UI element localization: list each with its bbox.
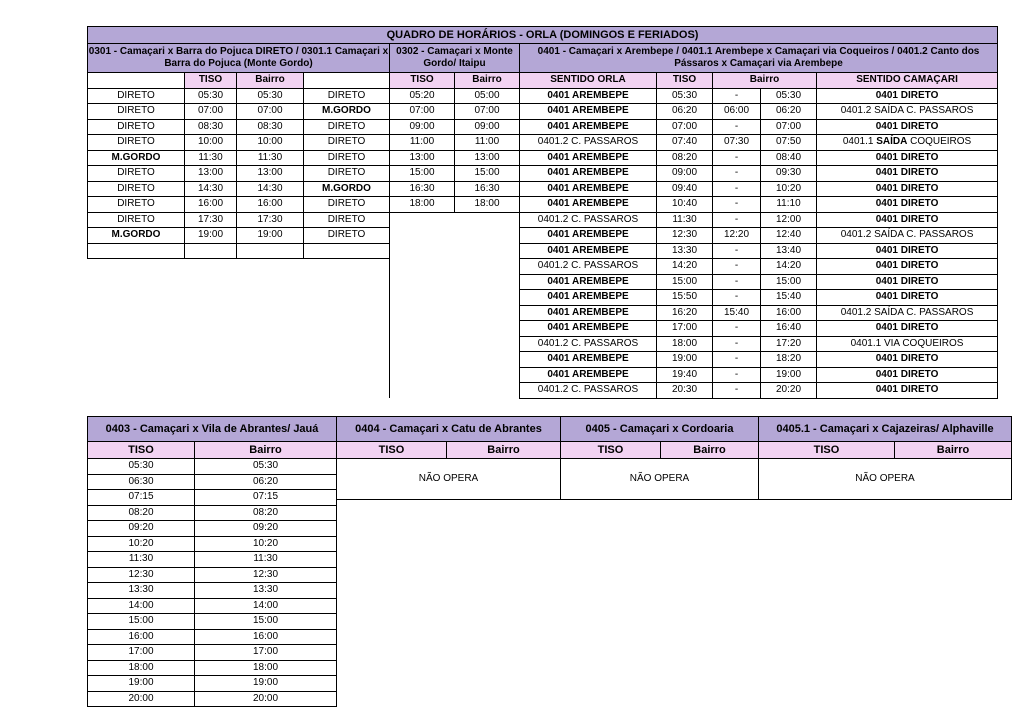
route-0405-status: NÃO OPERA xyxy=(561,459,759,500)
cell-0401-orla: 0401 AREMBEPE xyxy=(520,197,657,213)
cell-0403-bairro: 16:00 xyxy=(195,629,337,645)
cell-0301: 07:00 xyxy=(185,104,237,120)
cell-0401-camacari: 0401.2 SAÍDA C. PASSAROS xyxy=(817,228,998,244)
cell-0401-bairro2: 18:20 xyxy=(761,352,817,368)
cell-0401-orla: 0401 AREMBEPE xyxy=(520,305,657,321)
cell-0302: 07:00 xyxy=(390,104,455,120)
cell-0401-camacari: 0401 DIRETO xyxy=(817,290,998,306)
cell-0401-camacari: 0401 DIRETO xyxy=(817,259,998,275)
cell-0302: 16:30 xyxy=(455,181,520,197)
empty-cell xyxy=(88,305,390,321)
cell-0301: DIRETO xyxy=(304,88,390,104)
cell-0401-orla: 0401 AREMBEPE xyxy=(520,290,657,306)
cell-0401-tiso: 15:50 xyxy=(657,290,713,306)
cell-0401-tiso: 07:00 xyxy=(657,119,713,135)
cell-0403-tiso: 06:30 xyxy=(88,474,195,490)
cell-0301 xyxy=(237,243,304,259)
cell-0403-tiso: 12:30 xyxy=(88,567,195,583)
cell-0401-bairro1: - xyxy=(713,259,761,275)
cell-0401-camacari: 0401 DIRETO xyxy=(817,212,998,228)
cell-0401-orla: 0401.2 C. PASSAROS xyxy=(520,259,657,275)
cell-0401-orla: 0401.2 C. PASSAROS xyxy=(520,212,657,228)
cell-0301: 11:30 xyxy=(237,150,304,166)
cell-0301: DIRETO xyxy=(304,135,390,151)
table-row xyxy=(88,474,337,490)
cell-0403-tiso: 19:00 xyxy=(88,676,195,692)
empty-cell xyxy=(390,259,520,275)
cell-0301: 05:30 xyxy=(237,88,304,104)
cell-0401-bairro1: - xyxy=(713,197,761,213)
table-row xyxy=(88,660,337,676)
cell-0401-bairro2: 15:40 xyxy=(761,290,817,306)
cell-0301: DIRETO xyxy=(88,166,185,182)
route-04051-status: NÃO OPERA xyxy=(759,459,1012,500)
empty-cell xyxy=(390,243,520,259)
cell-0403-bairro: 08:20 xyxy=(195,505,337,521)
cell-0403-bairro: 18:00 xyxy=(195,660,337,676)
cell-0401-bairro1: 06:00 xyxy=(713,104,761,120)
table-row xyxy=(88,135,998,151)
cell-0401-bairro2: 17:20 xyxy=(761,336,817,352)
cell-0302: 11:00 xyxy=(455,135,520,151)
cell-0401-bairro1: - xyxy=(713,150,761,166)
col-0401-bairro: Bairro xyxy=(713,73,817,89)
cell-0401-bairro2: 16:00 xyxy=(761,305,817,321)
cell-0301: DIRETO xyxy=(88,135,185,151)
table-row xyxy=(88,629,337,645)
empty-cell xyxy=(390,212,520,228)
cell-0301: DIRETO xyxy=(88,119,185,135)
cell-0403-bairro: 14:00 xyxy=(195,598,337,614)
cell-0401-bairro1: - xyxy=(713,166,761,182)
route-0302-header: 0302 - Camaçari x Monte Gordo/ Itaipu xyxy=(390,44,520,73)
col-0403-bairro: Bairro xyxy=(195,442,337,459)
cell-0401-tiso: 17:00 xyxy=(657,321,713,337)
cell-0301 xyxy=(185,243,237,259)
cell-0301: DIRETO xyxy=(88,212,185,228)
cell-0301: 16:00 xyxy=(237,197,304,213)
cell-0401-tiso: 12:30 xyxy=(657,228,713,244)
cell-0301: 10:00 xyxy=(185,135,237,151)
route-0405-table xyxy=(560,416,759,500)
cell-0401-orla: 0401 AREMBEPE xyxy=(520,321,657,337)
cell-0401-bairro1: - xyxy=(713,336,761,352)
col-04051-bairro: Bairro xyxy=(895,442,1012,459)
cell-0401-bairro1: - xyxy=(713,383,761,399)
cell-0302: 05:00 xyxy=(455,88,520,104)
cell-0401-camacari: 0401.1 SAÍDA COQUEIROS xyxy=(817,135,998,151)
cell-0401-bairro2: 12:40 xyxy=(761,228,817,244)
col-0301-bairro: Bairro xyxy=(237,73,304,89)
table-row xyxy=(88,567,337,583)
cell-0301: DIRETO xyxy=(88,88,185,104)
top-schedule-table xyxy=(87,26,998,399)
table-row xyxy=(88,490,337,506)
col-0404-tiso: TISO xyxy=(337,442,447,459)
cell-0401-bairro2: 15:00 xyxy=(761,274,817,290)
table-row xyxy=(88,119,998,135)
table-row xyxy=(88,583,337,599)
cell-0403-bairro: 17:00 xyxy=(195,645,337,661)
col-0301-tiso: TISO xyxy=(185,73,237,89)
cell-0302: 18:00 xyxy=(390,197,455,213)
cell-0401-tiso: 13:30 xyxy=(657,243,713,259)
col-0403-tiso: TISO xyxy=(88,442,195,459)
cell-0301: 17:30 xyxy=(185,212,237,228)
table-row xyxy=(88,197,998,213)
cell-0301: DIRETO xyxy=(304,166,390,182)
table-row xyxy=(88,521,337,537)
empty-cell xyxy=(390,290,520,306)
cell-0401-bairro2: 08:40 xyxy=(761,150,817,166)
cell-0401-tiso: 20:30 xyxy=(657,383,713,399)
cell-0401-bairro1: - xyxy=(713,290,761,306)
cell-0301: M.GORDO xyxy=(88,150,185,166)
col-0302-tiso: TISO xyxy=(390,73,455,89)
cell-0403-tiso: 08:20 xyxy=(88,505,195,521)
cell-0401-camacari: 0401 DIRETO xyxy=(817,383,998,399)
cell-0301: 19:00 xyxy=(237,228,304,244)
cell-0301: M.GORDO xyxy=(304,104,390,120)
cell-0401-bairro1: - xyxy=(713,367,761,383)
empty-cell xyxy=(390,336,520,352)
cell-0401-tiso: 19:40 xyxy=(657,367,713,383)
cell-0401-tiso: 09:40 xyxy=(657,181,713,197)
cell-0401-bairro2: 19:00 xyxy=(761,367,817,383)
cell-0401-tiso: 14:20 xyxy=(657,259,713,275)
schedule-title: QUADRO DE HORÁRIOS - ORLA (DOMINGOS E FERIADOS) xyxy=(88,27,998,44)
table-row xyxy=(88,290,998,306)
cell-0401-camacari: 0401 DIRETO xyxy=(817,367,998,383)
table-row xyxy=(88,321,998,337)
col-0302-bairro: Bairro xyxy=(455,73,520,89)
table-row xyxy=(88,383,998,399)
cell-0301: 14:30 xyxy=(185,181,237,197)
cell-0401-bairro2: 05:30 xyxy=(761,88,817,104)
cell-0301: 17:30 xyxy=(237,212,304,228)
cell-0403-tiso: 13:30 xyxy=(88,583,195,599)
cell-0401-camacari: 0401.2 SAÍDA C. PASSAROS xyxy=(817,104,998,120)
cell-0401-bairro1: - xyxy=(713,212,761,228)
table-row xyxy=(88,305,998,321)
cell-0401-orla: 0401 AREMBEPE xyxy=(520,181,657,197)
cell-0403-bairro: 07:15 xyxy=(195,490,337,506)
cell-0401-tiso: 08:20 xyxy=(657,150,713,166)
cell-0401-bairro1: - xyxy=(713,274,761,290)
table-row xyxy=(88,676,337,692)
cell-0401-orla: 0401 AREMBEPE xyxy=(520,88,657,104)
cell-0401-camacari: 0401 DIRETO xyxy=(817,352,998,368)
cell-0403-bairro: 06:20 xyxy=(195,474,337,490)
cell-0403-bairro: 11:30 xyxy=(195,552,337,568)
table-row xyxy=(88,536,337,552)
cell-0301: 13:00 xyxy=(237,166,304,182)
cell-0403-bairro: 05:30 xyxy=(195,459,337,475)
cell-0403-bairro: 10:20 xyxy=(195,536,337,552)
cell-0401-bairro1: - xyxy=(713,321,761,337)
cell-0403-tiso: 16:00 xyxy=(88,629,195,645)
empty-cell xyxy=(390,352,520,368)
cell-0301: 08:30 xyxy=(237,119,304,135)
table-row xyxy=(88,552,337,568)
cell-0401-camacari: 0401 DIRETO xyxy=(817,119,998,135)
table-row xyxy=(88,228,998,244)
table-row xyxy=(88,459,337,475)
cell-0401-bairro2: 16:40 xyxy=(761,321,817,337)
cell-0401-tiso: 11:30 xyxy=(657,212,713,228)
cell-0403-bairro: 12:30 xyxy=(195,567,337,583)
cell-0401-tiso: 06:20 xyxy=(657,104,713,120)
cell-0401-bairro1: 07:30 xyxy=(713,135,761,151)
empty-cell xyxy=(88,336,390,352)
route-0403-header: 0403 - Camaçari x Vila de Abrantes/ Jauá xyxy=(88,417,337,442)
cell-0301: DIRETO xyxy=(88,104,185,120)
cell-0301: DIRETO xyxy=(304,212,390,228)
cell-0401-orla: 0401 AREMBEPE xyxy=(520,166,657,182)
cell-0301: 16:00 xyxy=(185,197,237,213)
route-0403-table xyxy=(87,416,337,707)
table-row xyxy=(88,181,998,197)
empty-cell xyxy=(88,367,390,383)
cell-0401-tiso: 05:30 xyxy=(657,88,713,104)
cell-0401-orla: 0401 AREMBEPE xyxy=(520,150,657,166)
cell-0302: 13:00 xyxy=(390,150,455,166)
cell-0301: 08:30 xyxy=(185,119,237,135)
cell-0401-camacari: 0401.2 SAÍDA C. PASSAROS xyxy=(817,305,998,321)
empty-cell xyxy=(390,367,520,383)
cell-0401-orla: 0401 AREMBEPE xyxy=(520,243,657,259)
cell-0403-bairro: 15:00 xyxy=(195,614,337,630)
table-row xyxy=(88,212,998,228)
table-row xyxy=(88,367,998,383)
col-0301-blank xyxy=(88,73,185,89)
cell-0403-tiso: 09:20 xyxy=(88,521,195,537)
cell-0302: 15:00 xyxy=(455,166,520,182)
cell-0302: 09:00 xyxy=(455,119,520,135)
empty-cell xyxy=(88,321,390,337)
cell-0401-tiso: 09:00 xyxy=(657,166,713,182)
cell-0301 xyxy=(304,243,390,259)
table-row xyxy=(88,352,998,368)
cell-0401-bairro1: - xyxy=(713,119,761,135)
cell-0403-tiso: 05:30 xyxy=(88,459,195,475)
cell-0302: 16:30 xyxy=(390,181,455,197)
cell-0401-tiso: 16:20 xyxy=(657,305,713,321)
cell-0401-tiso: 07:40 xyxy=(657,135,713,151)
table-row xyxy=(88,88,998,104)
cell-0301: DIRETO xyxy=(88,181,185,197)
cell-0301: 14:30 xyxy=(237,181,304,197)
cell-0401-camacari: 0401 DIRETO xyxy=(817,150,998,166)
col-0401-tiso: TISO xyxy=(657,73,713,89)
cell-0403-tiso: 20:00 xyxy=(88,691,195,707)
route-0404-header: 0404 - Camaçari x Catu de Abrantes xyxy=(337,417,561,442)
cell-0301: 05:30 xyxy=(185,88,237,104)
table-row xyxy=(88,243,998,259)
cell-0401-bairro2: 09:30 xyxy=(761,166,817,182)
cell-0401-bairro2: 13:40 xyxy=(761,243,817,259)
cell-0301: DIRETO xyxy=(304,197,390,213)
cell-0401-bairro2: 11:10 xyxy=(761,197,817,213)
cell-0403-bairro: 19:00 xyxy=(195,676,337,692)
cell-0401-bairro2: 07:50 xyxy=(761,135,817,151)
cell-0401-tiso: 10:40 xyxy=(657,197,713,213)
cell-0401-bairro1: - xyxy=(713,88,761,104)
table-row xyxy=(88,614,337,630)
cell-0401-bairro2: 10:20 xyxy=(761,181,817,197)
empty-cell xyxy=(88,352,390,368)
cell-0403-tiso: 15:00 xyxy=(88,614,195,630)
cell-0301: DIRETO xyxy=(304,119,390,135)
col-0401-sentido-camacari: SENTIDO CAMAÇARI xyxy=(817,73,998,89)
cell-0403-bairro: 09:20 xyxy=(195,521,337,537)
cell-0401-camacari: 0401 DIRETO xyxy=(817,274,998,290)
cell-0401-bairro1: - xyxy=(713,243,761,259)
cell-0401-camacari: 0401 DIRETO xyxy=(817,197,998,213)
cell-0302: 15:00 xyxy=(390,166,455,182)
cell-0301 xyxy=(88,243,185,259)
empty-cell xyxy=(390,321,520,337)
cell-0401-orla: 0401 AREMBEPE xyxy=(520,367,657,383)
cell-0401-camacari: 0401 DIRETO xyxy=(817,88,998,104)
cell-0401-bairro2: 07:00 xyxy=(761,119,817,135)
table-row xyxy=(88,166,998,182)
table-row xyxy=(88,104,998,120)
cell-0401-camacari: 0401 DIRETO xyxy=(817,321,998,337)
cell-0302: 11:00 xyxy=(390,135,455,151)
cell-0401-orla: 0401 AREMBEPE xyxy=(520,119,657,135)
cell-0401-camacari: 0401 DIRETO xyxy=(817,181,998,197)
route-0404-status: NÃO OPERA xyxy=(337,459,561,500)
cell-0401-bairro1: - xyxy=(713,181,761,197)
cell-0302: 13:00 xyxy=(455,150,520,166)
cell-0401-tiso: 19:00 xyxy=(657,352,713,368)
col-04051-tiso: TISO xyxy=(759,442,895,459)
cell-0403-tiso: 14:00 xyxy=(88,598,195,614)
cell-0401-camacari: 0401 DIRETO xyxy=(817,166,998,182)
cell-0401-camacari: 0401 DIRETO xyxy=(817,243,998,259)
cell-0302: 07:00 xyxy=(455,104,520,120)
route-0405-header: 0405 - Camaçari x Cordoaria xyxy=(561,417,759,442)
cell-0302: 18:00 xyxy=(455,197,520,213)
cell-0403-tiso: 17:00 xyxy=(88,645,195,661)
col-0401-sentido-orla: SENTIDO ORLA xyxy=(520,73,657,89)
cell-0401-bairro1: 12:20 xyxy=(713,228,761,244)
cell-0401-camacari: 0401.1 VIA COQUEIROS xyxy=(817,336,998,352)
cell-0403-bairro: 20:00 xyxy=(195,691,337,707)
table-row xyxy=(88,150,998,166)
col-0405-tiso: TISO xyxy=(561,442,661,459)
cell-0403-bairro: 13:30 xyxy=(195,583,337,599)
cell-0401-tiso: 18:00 xyxy=(657,336,713,352)
cell-0401-orla: 0401 AREMBEPE xyxy=(520,104,657,120)
table-row xyxy=(88,274,998,290)
cell-0301: DIRETO xyxy=(88,197,185,213)
cell-0301: 13:00 xyxy=(185,166,237,182)
cell-0401-tiso: 15:00 xyxy=(657,274,713,290)
col-0301-blank2 xyxy=(304,73,390,89)
empty-cell xyxy=(88,274,390,290)
cell-0401-orla: 0401.2 C. PASSAROS xyxy=(520,135,657,151)
cell-0401-orla: 0401.2 C. PASSAROS xyxy=(520,336,657,352)
table-row xyxy=(88,505,337,521)
cell-0301: M.GORDO xyxy=(304,181,390,197)
col-0404-bairro: Bairro xyxy=(447,442,561,459)
cell-0401-bairro2: 20:20 xyxy=(761,383,817,399)
cell-0401-bairro1: 15:40 xyxy=(713,305,761,321)
cell-0403-tiso: 11:30 xyxy=(88,552,195,568)
empty-cell xyxy=(390,383,520,399)
empty-cell xyxy=(88,290,390,306)
empty-cell xyxy=(390,228,520,244)
empty-cell xyxy=(88,383,390,399)
cell-0301: M.GORDO xyxy=(88,228,185,244)
table-row xyxy=(88,259,998,275)
cell-0403-tiso: 18:00 xyxy=(88,660,195,676)
cell-0401-orla: 0401.2 C. PASSAROS xyxy=(520,383,657,399)
cell-0302: 05:20 xyxy=(390,88,455,104)
cell-0301: DIRETO xyxy=(304,228,390,244)
route-0401-header: 0401 - Camaçari x Arembepe / 0401.1 Arembepe x Camaçari via Coqueiros / 0401.2 Canto dos Pássaros x Camaçari via Arembepe xyxy=(520,44,998,73)
cell-0401-orla: 0401 AREMBEPE xyxy=(520,274,657,290)
cell-0403-tiso: 07:15 xyxy=(88,490,195,506)
table-row xyxy=(88,691,337,707)
route-0404-table xyxy=(336,416,561,500)
route-04051-table xyxy=(758,416,1012,500)
table-row xyxy=(88,598,337,614)
empty-cell xyxy=(390,305,520,321)
cell-0401-bairro1: - xyxy=(713,352,761,368)
table-row xyxy=(88,336,998,352)
table-row xyxy=(88,645,337,661)
cell-0401-bairro2: 06:20 xyxy=(761,104,817,120)
cell-0301: 11:30 xyxy=(185,150,237,166)
cell-0401-orla: 0401 AREMBEPE xyxy=(520,228,657,244)
empty-cell xyxy=(88,259,390,275)
route-0301-header: 0301 - Camaçari x Barra do Pojuca DIRETO / 0301.1 Camaçari x Barra do Pojuca (Monte Gordo) xyxy=(88,44,390,73)
cell-0301: DIRETO xyxy=(304,150,390,166)
cell-0301: 07:00 xyxy=(237,104,304,120)
cell-0302: 09:00 xyxy=(390,119,455,135)
cell-0403-tiso: 10:20 xyxy=(88,536,195,552)
col-0405-bairro: Bairro xyxy=(661,442,759,459)
empty-cell xyxy=(390,274,520,290)
cell-0301: 19:00 xyxy=(185,228,237,244)
cell-0301: 10:00 xyxy=(237,135,304,151)
cell-0401-bairro2: 14:20 xyxy=(761,259,817,275)
cell-0401-orla: 0401 AREMBEPE xyxy=(520,352,657,368)
cell-0401-bairro2: 12:00 xyxy=(761,212,817,228)
route-04051-header: 0405.1 - Camaçari x Cajazeiras/ Alphaville xyxy=(759,417,1012,442)
